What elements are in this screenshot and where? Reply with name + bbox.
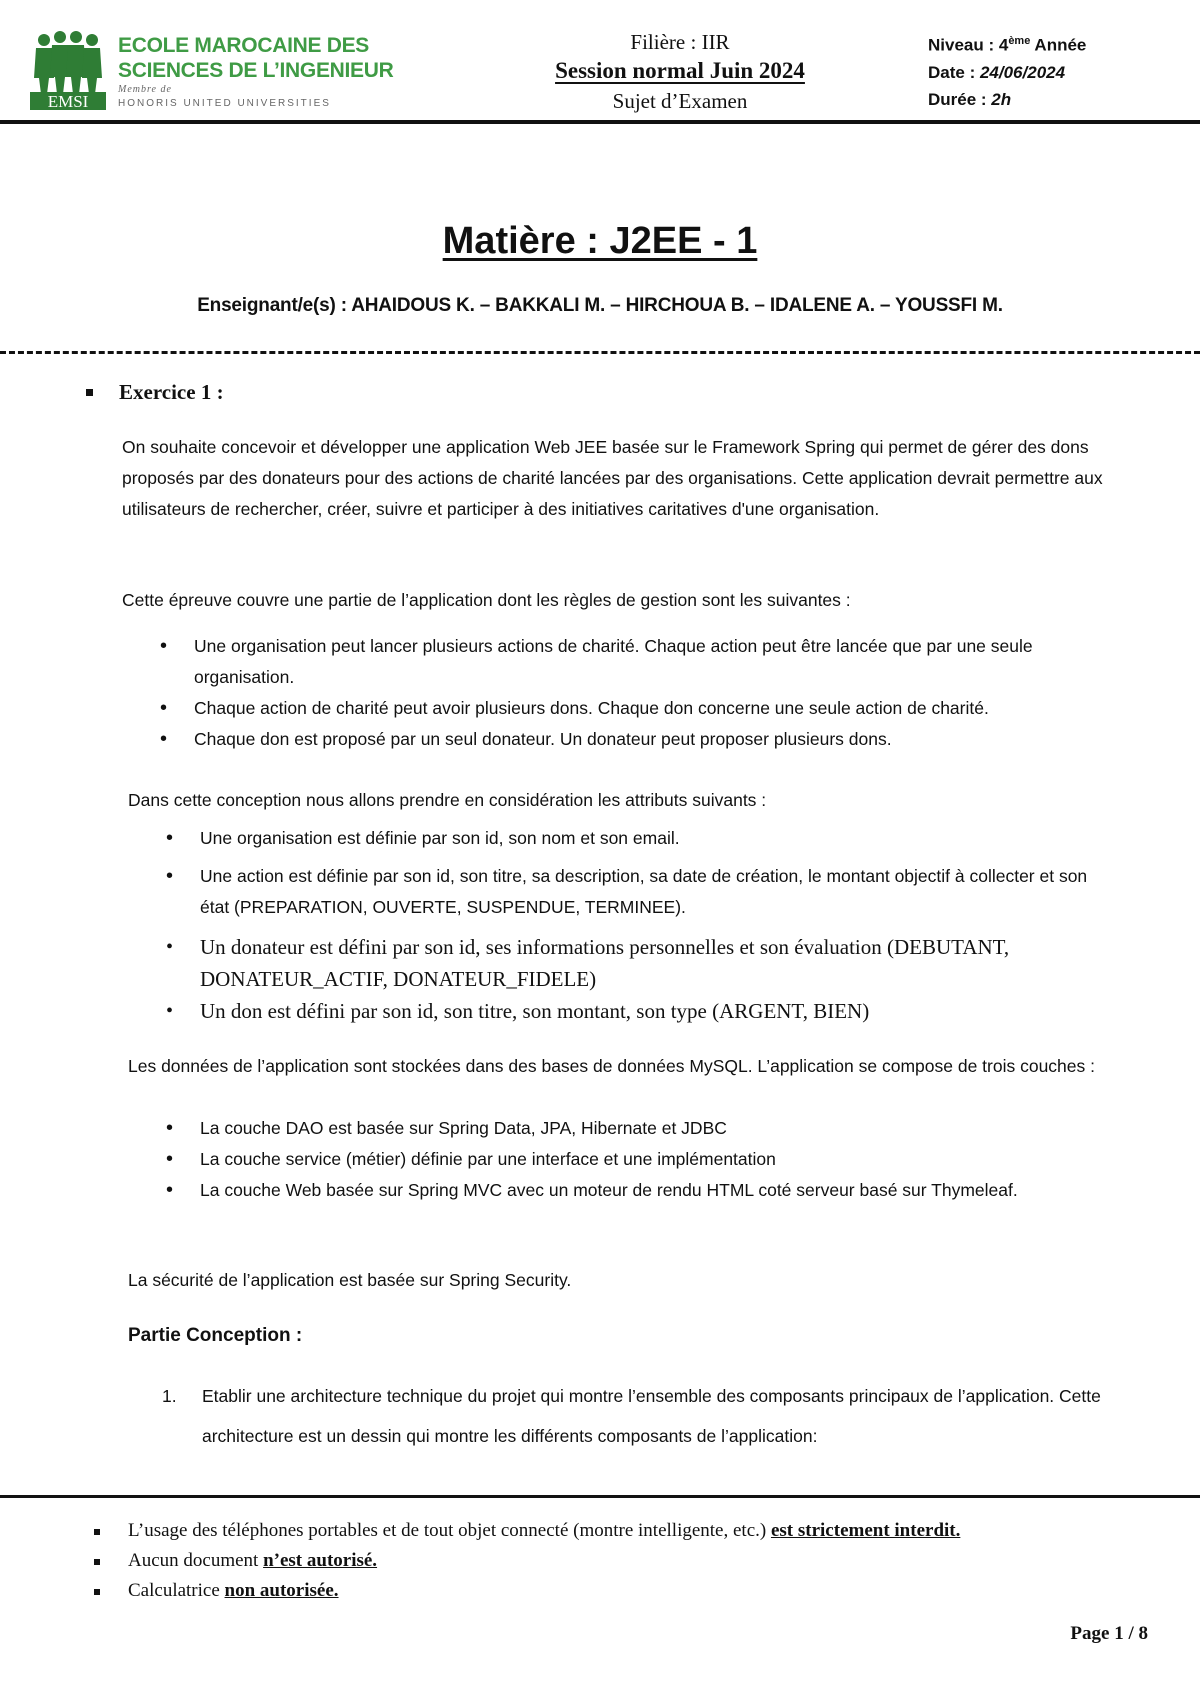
date-label: Date : xyxy=(928,62,980,82)
square-bullet-icon xyxy=(94,1589,100,1595)
attributes-list xyxy=(166,823,1116,923)
list-item: • Un donateur est défini par son id, ses informations personnelles et son évaluation (DEBUTANT, DONATEUR_ACTIF, DONATEUR_FIDELE) xyxy=(166,931,1116,995)
security-paragraph: La sécurité de l’application est basée sur Spring Security. xyxy=(128,1270,572,1290)
duree-value: 2h xyxy=(991,89,1012,109)
list-item xyxy=(94,1576,960,1606)
session-label: Session normal Juin 2024 xyxy=(555,58,805,83)
page-header xyxy=(0,0,1200,128)
layers-list xyxy=(166,1113,1096,1206)
header-divider xyxy=(0,120,1200,124)
layers-intro: Les données de l’application sont stockées dans des bases de données MySQL. L’application se compose de trois couches : xyxy=(128,1056,1095,1076)
rule1-strong: est strictement interdit. xyxy=(770,1520,961,1541)
page-number: Page 1 / 8 xyxy=(1070,1623,1148,1644)
exam-info-center xyxy=(500,28,860,116)
attributes-intro: Dans cette conception nous allons prendre en considération les attributs suivants : xyxy=(128,790,767,810)
rule3-strong: non autorisée. xyxy=(224,1580,339,1601)
exercise-heading xyxy=(86,380,224,405)
school-logo xyxy=(30,30,394,110)
square-bullet-icon xyxy=(94,1559,100,1565)
subject-title: Matière : J2EE - 1 xyxy=(442,220,758,262)
exercise-heading-text: Exercice 1 : xyxy=(119,380,224,404)
list-item: • La couche DAO est basée sur Spring Data, JPA, Hibernate et JDBC xyxy=(166,1113,1096,1144)
school-name-line1: ECOLE MAROCAINE DES xyxy=(118,34,369,57)
part-heading: Partie Conception : xyxy=(128,1325,303,1346)
square-bullet-icon xyxy=(86,389,93,396)
list-item: • Une organisation peut lancer plusieurs actions de charité. Chaque action peut être lancée que par une seule organisation. xyxy=(160,631,1120,693)
niveau-suffix: Année xyxy=(1030,35,1087,55)
list-item: • Chaque action de charité peut avoir plusieurs dons. Chaque don concerne une seule action de charité. xyxy=(160,693,1120,724)
list-item xyxy=(94,1546,960,1576)
question-text: Etablir une architecture technique du projet qui montre l’ensemble des composants principaux de l’application. Cette architecture est un dessin qui montre les différents composants de l’application: xyxy=(202,1386,1101,1446)
school-network-name: HONORIS UNITED UNIVERSITIES xyxy=(118,98,331,109)
rule3-text: Calculatrice xyxy=(128,1580,225,1601)
rule2-strong: n’est autorisé. xyxy=(263,1550,378,1571)
date-line xyxy=(928,59,1086,86)
list-item: • La couche service (métier) définie par une interface et une implémentation xyxy=(166,1144,1096,1175)
school-member-label: Membre de xyxy=(118,84,172,95)
niveau-sup: ème xyxy=(1008,35,1031,47)
duree-line xyxy=(928,86,1086,113)
date-value: 24/06/2024 xyxy=(979,62,1066,82)
filiere-label: Filière : IIR xyxy=(630,30,730,54)
rules-list xyxy=(160,631,1120,755)
list-item xyxy=(94,1516,960,1546)
exam-rules-list xyxy=(94,1516,960,1606)
dashed-divider xyxy=(0,351,1200,354)
list-item: • Une action est définie par son id, son titre, sa description, sa date de création, le montant objectif à collecter et son état (PREPARATION, OUVERTE, SUSPENDUE, TERMINEE). xyxy=(166,861,1116,923)
square-bullet-icon xyxy=(94,1529,100,1535)
rule1-text: L’usage des téléphones portables et de tout objet connecté (montre intelligente, etc.) xyxy=(128,1520,771,1541)
emsi-emblem-icon xyxy=(30,30,106,110)
attributes-list-serif xyxy=(166,931,1116,1027)
school-name-line2: SCIENCES DE L’INGENIEUR xyxy=(118,59,394,82)
sujet-label: Sujet d’Examen xyxy=(612,89,748,113)
list-item: • Un don est défini par son id, son titre, son montant, son type (ARGENT, BIEN) xyxy=(166,995,1116,1027)
niveau-label: Niveau : 4 xyxy=(928,35,1009,55)
footer-divider xyxy=(0,1495,1200,1498)
list-item: • Une organisation est définie par son id, son nom et son email. xyxy=(166,823,1116,854)
niveau-line xyxy=(928,28,1086,59)
intro-paragraph: On souhaite concevoir et développer une application Web JEE basée sur le Framework Spring qui permet de gérer des dons proposés par des donateurs pour des actions de charité lancées par des organisations. Cette application devrait permettre aux utilisateurs de rechercher, créer, suivre et participer à des initiatives caritatives d'une organisation. xyxy=(122,437,1103,519)
list-item: • Chaque don est proposé par un seul donateur. Un donateur peut proposer plusieurs dons. xyxy=(160,724,1120,755)
question-1 xyxy=(162,1376,1122,1456)
rules-intro: Cette épreuve couvre une partie de l’application dont les règles de gestion sont les suivantes : xyxy=(122,590,851,610)
duree-label: Durée : xyxy=(928,89,992,109)
question-number: 1. xyxy=(162,1386,177,1406)
teachers-line: Enseignant/e(s) : AHAIDOUS K. – BAKKALI M. – HIRCHOUA B. – IDALENE A. – YOUSSFI M. xyxy=(197,295,1003,316)
logo-text: EMSI xyxy=(47,92,89,110)
exam-info-right xyxy=(928,28,1086,113)
rule2-text: Aucun document xyxy=(128,1550,264,1571)
list-item: • La couche Web basée sur Spring MVC avec un moteur de rendu HTML coté serveur basé sur Thymeleaf. xyxy=(166,1175,1096,1206)
